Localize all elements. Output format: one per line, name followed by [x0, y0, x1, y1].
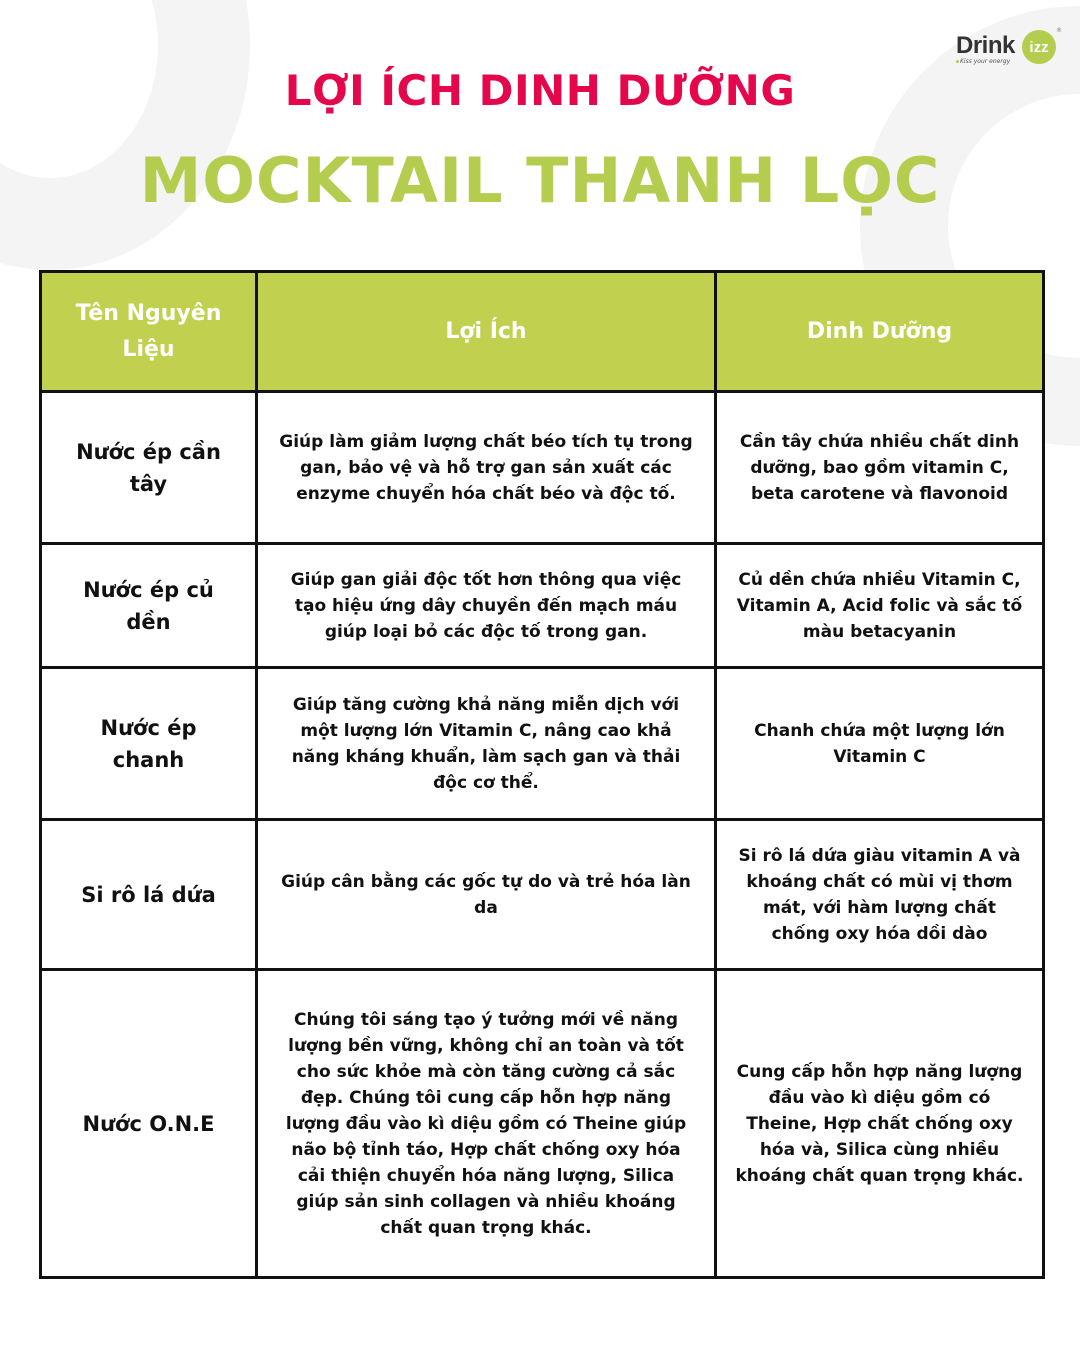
column-header-nutrition: Dinh Dưỡng	[716, 272, 1044, 392]
ingredient-cell: Nước O.N.E	[41, 970, 257, 1278]
brand-logo	[956, 27, 1062, 70]
registered-mark: ®	[1056, 27, 1062, 34]
column-header-ingredient: Tên Nguyên Liệu	[41, 272, 257, 392]
benefit-cell: Chúng tôi sáng tạo ý tưởng mới về năng lượng bền vững, không chỉ an toàn và tốt cho sức khỏe mà còn tăng cường cả sắc đẹp. Chúng tôi cung cấp hỗn hợp năng lượng đầu vào kì diệu gồm có Theine giúp não bộ tỉnh táo, Hợp chất chống oxy hóa cải thiện chuyển hóa năng lượng, Silica giúp sản sinh collagen và nhiều khoáng chất quan trọng khác.	[257, 970, 716, 1278]
page-title-line1: LỢI ÍCH DINH DƯỠNG	[284, 66, 796, 115]
page-title-line2: MOCKTAIL THANH LỌC	[139, 144, 941, 217]
nutrition-cell: Cần tây chứa nhiều chất dinh dưỡng, bao gồm vitamin C, beta carotene và flavonoid	[716, 392, 1044, 544]
ingredient-cell: Nước ép củ dền	[41, 544, 257, 668]
decorative-ring-left	[0, 0, 250, 270]
nutrition-cell: Si rô lá dứa giàu vitamin A và khoáng chất có mùi vị thơm mát, với hàm lượng chất chống oxy hóa dồi dào	[716, 820, 1044, 970]
ingredient-cell: Nước ép cần tây	[41, 392, 257, 544]
benefit-cell: Giúp làm giảm lượng chất béo tích tụ trong gan, bảo vệ và hỗ trợ gan sản xuất các enzyme chuyển hóa chất béo và độc tố.	[257, 392, 716, 544]
column-header-benefit: Lợi Ích	[257, 272, 716, 392]
benefit-cell: Giúp gan giải độc tốt hơn thông qua việc tạo hiệu ứng dây chuyền đến mạch máu giúp loại bỏ các độc tố trong gan.	[257, 544, 716, 668]
benefit-cell: Giúp cân bằng các gốc tự do và trẻ hóa làn da	[257, 820, 716, 970]
nutrition-cell: Củ dền chứa nhiều Vitamin C, Vitamin A, Acid folic và sắc tố màu betacyanin	[716, 544, 1044, 668]
nutrition-cell: Chanh chứa một lượng lớn Vitamin C	[716, 668, 1044, 820]
table-header-row	[41, 272, 1044, 392]
table-row	[41, 392, 1044, 544]
nutrition-table	[39, 270, 1045, 1279]
table-row	[41, 970, 1044, 1278]
tagline-dot-icon	[956, 60, 959, 63]
table-row	[41, 668, 1044, 820]
logo-tagline: Kiss your energy	[960, 58, 1011, 65]
benefit-cell: Giúp tăng cường khả năng miễn dịch với một lượng lớn Vitamin C, nâng cao khả năng kháng khuẩn, làm sạch gan và thải độc cơ thể.	[257, 668, 716, 820]
ingredient-cell: Nước ép chanh	[41, 668, 257, 820]
logo-badge-icon: izz	[1022, 30, 1056, 64]
nutrition-cell: Cung cấp hỗn hợp năng lượng đầu vào kì diệu gồm có Theine, Hợp chất chống oxy hóa và, Silica cùng nhiều khoáng chất quan trọng khác.	[716, 970, 1044, 1278]
table-row	[41, 544, 1044, 668]
logo-wordmark: Drink	[956, 32, 1015, 59]
ingredient-cell: Si rô lá dứa	[41, 820, 257, 970]
table-row	[41, 820, 1044, 970]
